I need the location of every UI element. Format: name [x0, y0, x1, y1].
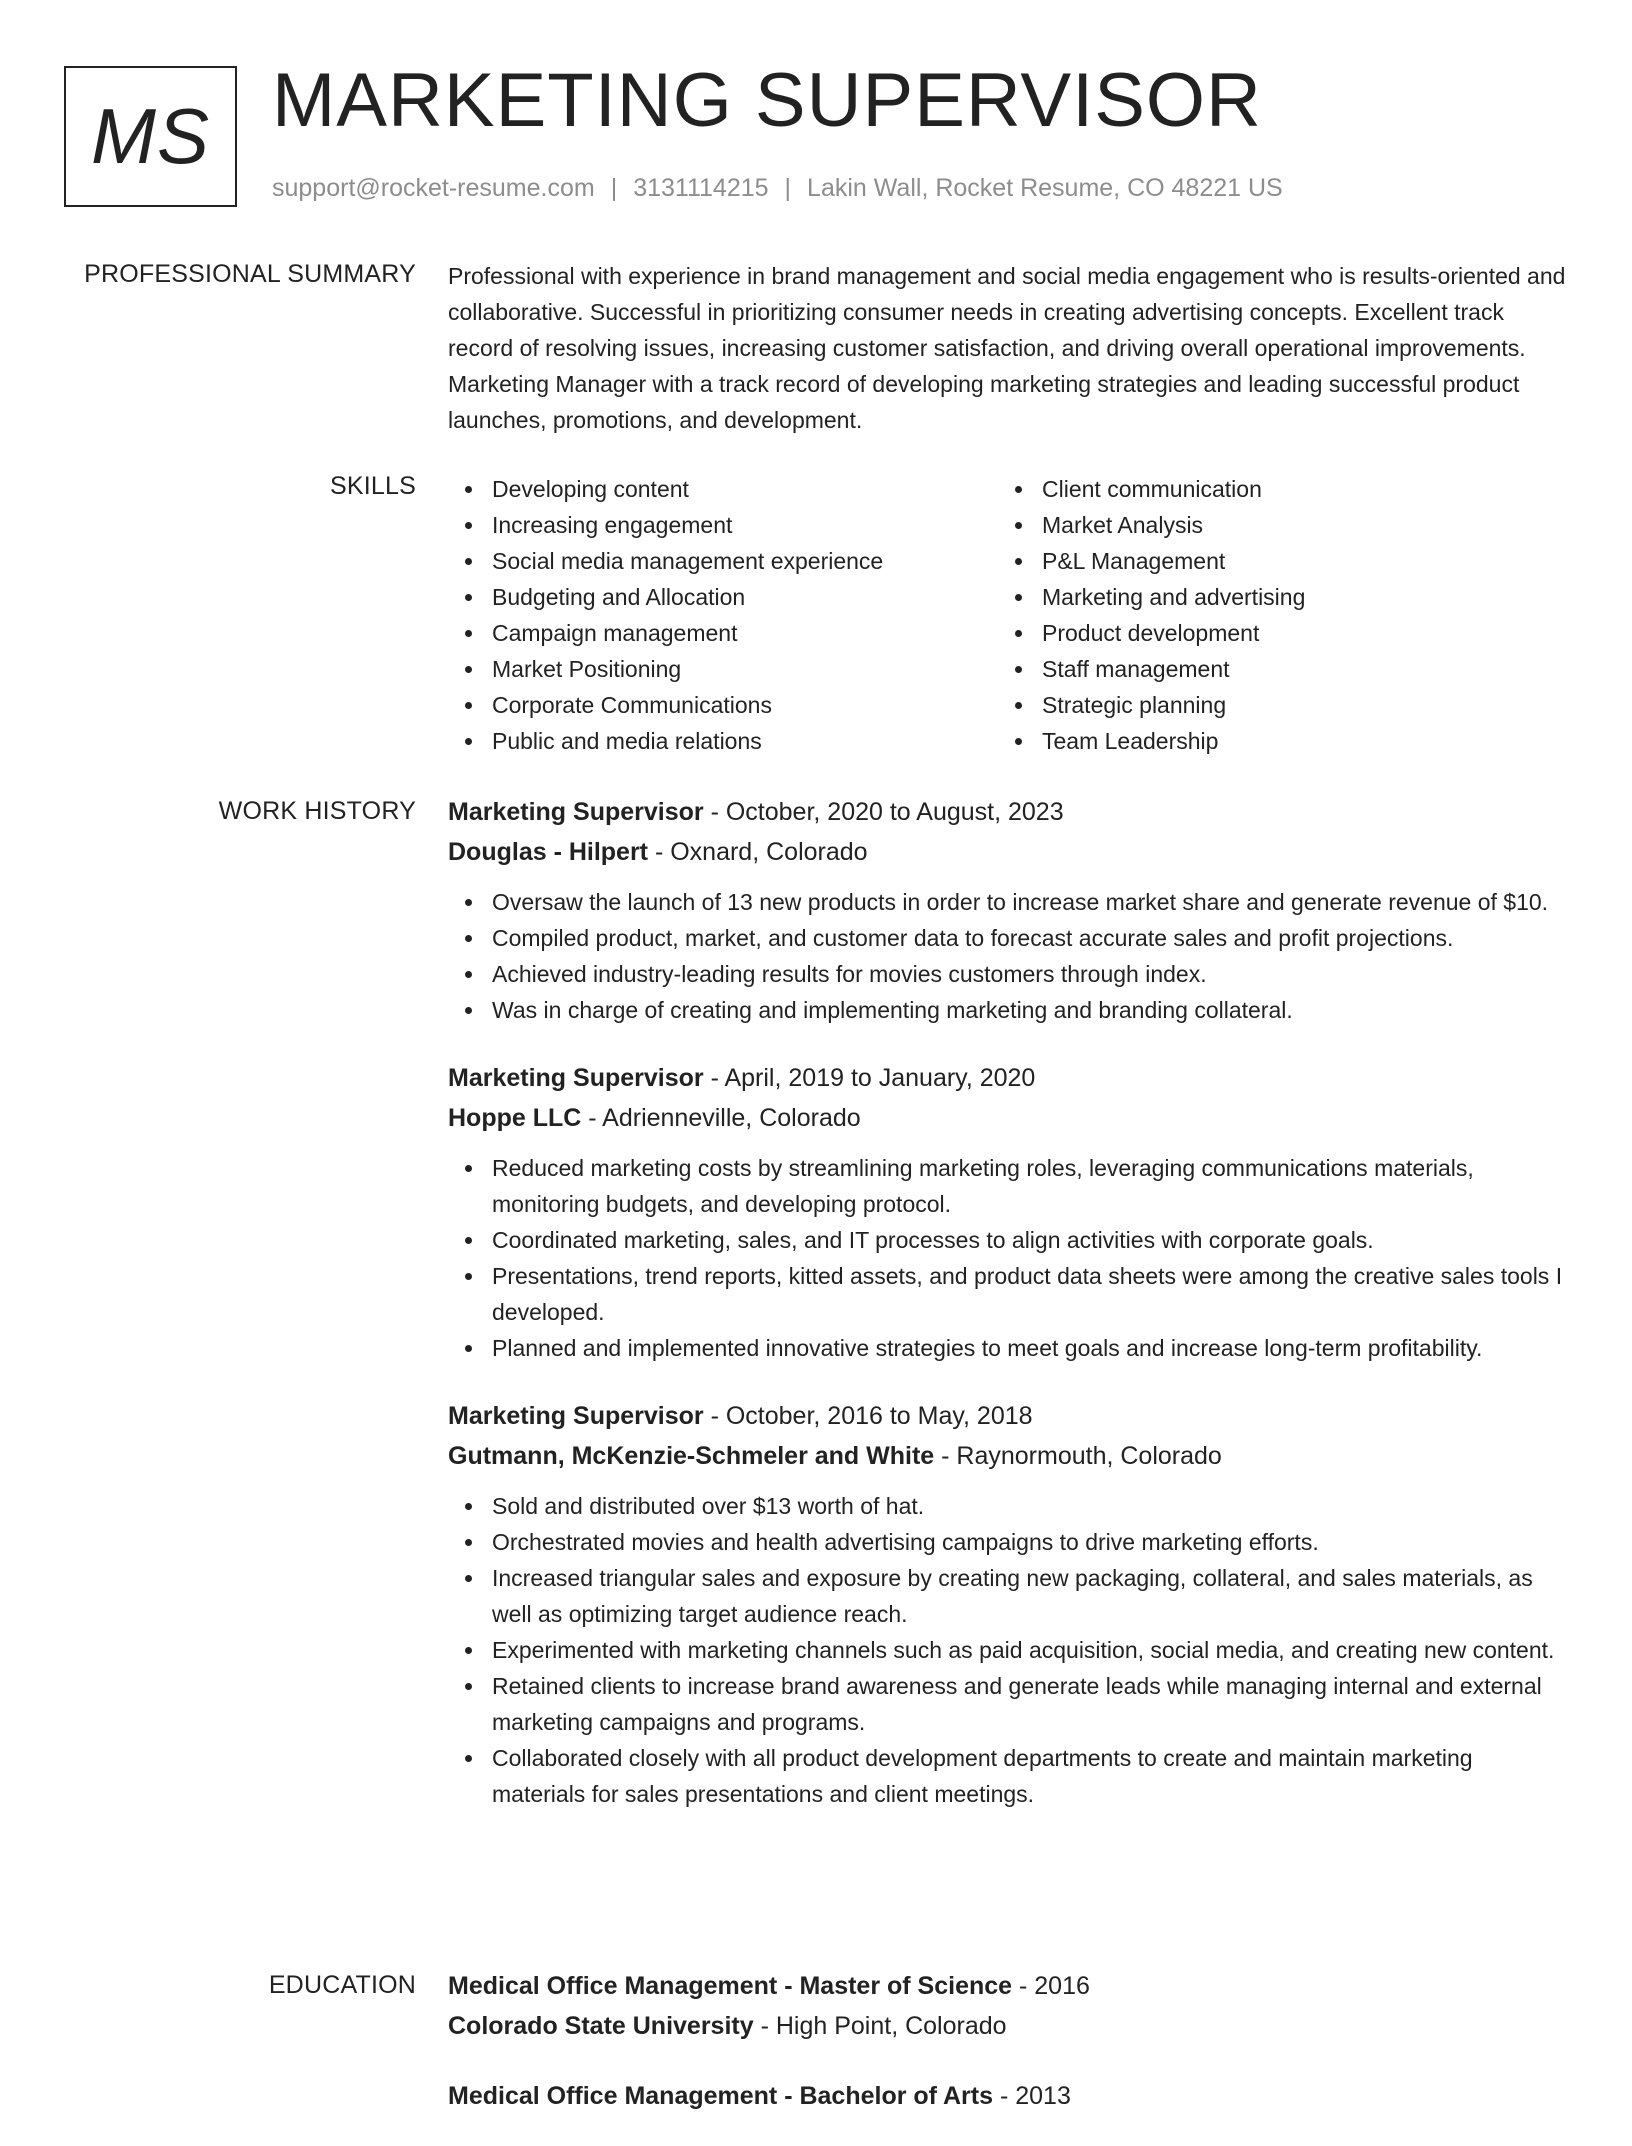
contact-line [272, 174, 1283, 203]
education-degree: Medical Office Management - Master of Science [448, 1972, 1013, 2000]
education-body [448, 1966, 1568, 2146]
education-year: - 2013 [993, 2082, 1071, 2110]
education-school-line [448, 2006, 1568, 2046]
contact-separator: | [610, 174, 618, 202]
page-title: MARKETING SUPERVISOR [272, 58, 1262, 143]
list-item: Social media management experience [448, 543, 998, 579]
job-location: - Raynormouth, Colorado [934, 1442, 1222, 1470]
list-item: Compiled product, market, and customer data to forecast accurate sales and profit projections. [448, 920, 1568, 956]
education-degree-line [448, 1966, 1568, 2006]
list-item: Public and media relations [448, 723, 998, 759]
list-item: Achieved industry-leading results for movies customers through index. [448, 956, 1568, 992]
education-location: - High Point, Colorado [753, 2012, 1007, 2040]
list-item: Experimented with marketing channels such as paid acquisition, social media, and creating new content. [448, 1632, 1568, 1668]
list-item: P&L Management [998, 543, 1548, 579]
job-entry [448, 1396, 1568, 1812]
list-item: Market Positioning [448, 651, 998, 687]
summary-body [448, 258, 1568, 438]
contact-phone[interactable]: 3131114215 [633, 174, 769, 202]
list-item: Sold and distributed over $13 worth of hat. [448, 1488, 1568, 1524]
list-item: Oversaw the launch of 13 new products in order to increase market share and generate revenue of $10. [448, 884, 1568, 920]
list-item: Increased triangular sales and exposure by creating new packaging, collateral, and sales materials, as well as optimizing target audience reach. [448, 1560, 1568, 1632]
job-company-line [448, 1098, 1568, 1138]
job-company: Gutmann, McKenzie-Schmeler and White [448, 1442, 935, 1470]
job-title-line [448, 792, 1568, 832]
skills-list-left [448, 471, 998, 759]
list-item: Marketing and advertising [998, 579, 1548, 615]
education-degree: Medical Office Management - Bachelor of Arts [448, 2082, 994, 2110]
summary-text: Professional with experience in brand management and social media engagement who is results-oriented and collaborative. Successful in prioritizing consumer needs in creating advertising concepts. Excellent track record of resolving issues, increasing customer satisfaction, and driving overall operational improvements. Marketing Manager with a track record of developing marketing strategies and leading successful product launches, promotions, and development. [448, 263, 1566, 433]
work-history-body [448, 792, 1568, 1842]
work-history-heading: WORK HISTORY [218, 797, 416, 825]
job-entry [448, 1058, 1568, 1366]
list-item: Reduced marketing costs by streamlining marketing roles, leveraging communications materials, monitoring budgets, and developing protocol. [448, 1150, 1568, 1222]
job-company-line [448, 1436, 1568, 1476]
list-item: Team Leadership [998, 723, 1548, 759]
education-heading: EDUCATION [268, 1971, 416, 1999]
job-dates: - October, 2016 to May, 2018 [703, 1402, 1033, 1430]
job-location: - Adrienneville, Colorado [581, 1104, 861, 1132]
job-dates: - April, 2019 to January, 2020 [703, 1064, 1036, 1092]
job-bullets [448, 1150, 1568, 1366]
list-item: Strategic planning [998, 687, 1548, 723]
skills-heading: SKILLS [330, 472, 416, 500]
skills-body [448, 471, 1568, 759]
job-entry [448, 792, 1568, 1028]
skills-list-right [998, 471, 1548, 759]
job-title: Marketing Supervisor [448, 1402, 704, 1430]
contact-address: Lakin Wall, Rocket Resume, CO 48221 US [807, 174, 1283, 202]
list-item: Retained clients to increase brand awareness and generate leads while managing internal and external marketing campaigns and programs. [448, 1668, 1568, 1740]
contact-separator: | [784, 174, 792, 202]
job-company: Hoppe LLC [448, 1104, 582, 1132]
list-item: Product development [998, 615, 1548, 651]
list-item: Collaborated closely with all product development departments to create and maintain marketing materials for sales presentations and client meetings. [448, 1740, 1568, 1812]
monogram-text: MS [91, 92, 210, 180]
job-title-line [448, 1058, 1568, 1098]
list-item: Coordinated marketing, sales, and IT processes to align activities with corporate goals. [448, 1222, 1568, 1258]
list-item: Was in charge of creating and implementing marketing and branding collateral. [448, 992, 1568, 1028]
job-dates: - October, 2020 to August, 2023 [703, 798, 1064, 826]
education-entry [448, 1966, 1568, 2046]
list-item: Corporate Communications [448, 687, 998, 723]
list-item: Orchestrated movies and health advertising campaigns to drive marketing efforts. [448, 1524, 1568, 1560]
education-school: Colorado State University [448, 2012, 754, 2040]
list-item: Planned and implemented innovative strategies to meet goals and increase long-term profitability. [448, 1330, 1568, 1366]
job-bullets [448, 884, 1568, 1028]
list-item: Campaign management [448, 615, 998, 651]
list-item: Developing content [448, 471, 998, 507]
job-location: - Oxnard, Colorado [648, 838, 868, 866]
education-entry [448, 2076, 1568, 2116]
list-item: Increasing engagement [448, 507, 998, 543]
job-company-line [448, 832, 1568, 872]
job-company: Douglas - Hilpert [448, 838, 649, 866]
contact-email[interactable]: support@rocket-resume.com [272, 174, 595, 202]
job-title-line [448, 1396, 1568, 1436]
monogram-logo [64, 66, 237, 207]
job-title: Marketing Supervisor [448, 1064, 704, 1092]
education-year: - 2016 [1012, 1972, 1090, 2000]
job-bullets [448, 1488, 1568, 1812]
list-item: Staff management [998, 651, 1548, 687]
education-degree-line [448, 2076, 1568, 2116]
job-title: Marketing Supervisor [448, 798, 704, 826]
list-item: Presentations, trend reports, kitted assets, and product data sheets were among the creative sales tools I developed. [448, 1258, 1568, 1330]
list-item: Budgeting and Allocation [448, 579, 998, 615]
list-item: Market Analysis [998, 507, 1548, 543]
list-item: Client communication [998, 471, 1548, 507]
summary-heading: PROFESSIONAL SUMMARY [84, 260, 416, 288]
